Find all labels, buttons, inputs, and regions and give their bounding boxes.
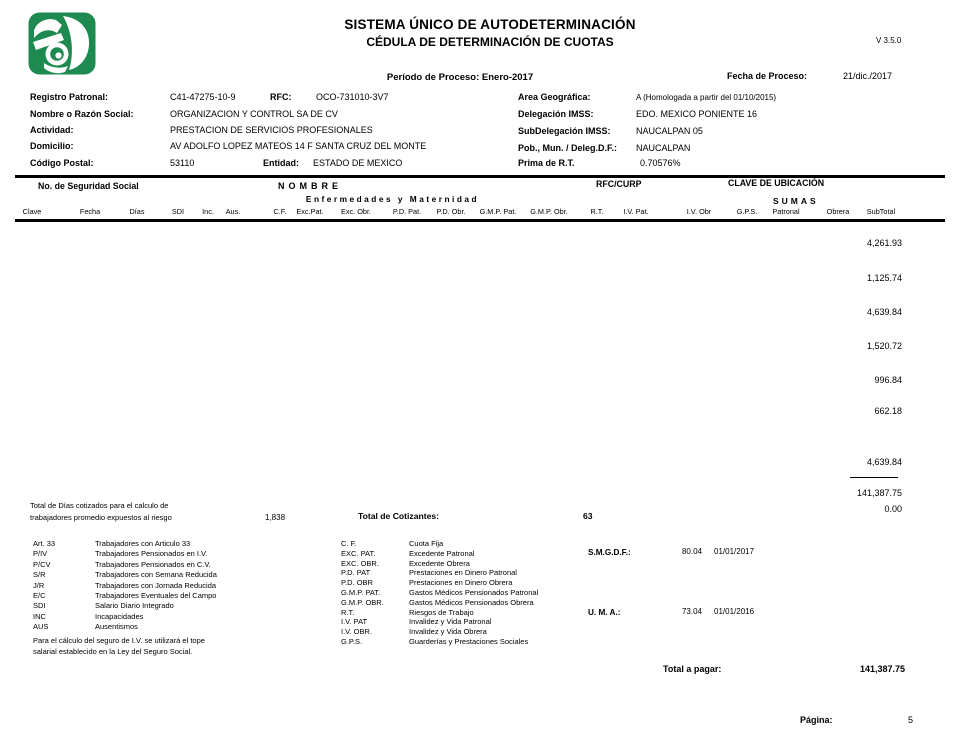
col-inc: Inc. [202, 207, 214, 216]
legend-abbr: G.P.S. [341, 636, 363, 646]
legend-item [33, 601, 217, 611]
col-pd-obr: P.D. Obr. [436, 207, 466, 216]
legend-abbr: J/R [33, 580, 45, 590]
registro-patronal-label: Registro Patronal: [30, 92, 109, 102]
entidad-label: Entidad: [263, 158, 299, 168]
col-gps: G.P.S. [736, 207, 758, 216]
legend-abbr: AUS [33, 622, 49, 632]
legend-item [33, 591, 217, 601]
legend-item [341, 539, 538, 549]
legend-abbr: G.M.P. PAT. [341, 587, 381, 597]
legend-abbr: SDI [33, 601, 46, 611]
legend-abbr: P/CV [33, 559, 51, 569]
col-cf: C.F. [273, 207, 287, 216]
col-group-nombre: NOMBRE [278, 181, 342, 191]
col-group-clave-ubicacion: CLAVE DE UBICACIÓN [728, 178, 825, 188]
smgdf-value: 80.04 [681, 547, 702, 556]
legend-item [341, 598, 538, 608]
subtotal-value: 662.18 [874, 406, 902, 416]
dias-cotizados-line1: Total de Días cotizados para el calculo de [30, 501, 169, 510]
subtotal-sum-rule [850, 477, 898, 478]
subtotal-value: 996.84 [874, 375, 902, 385]
legend-abbr: I.V. PAT [341, 617, 368, 627]
subtotal-grand-total: 141,387.75 [856, 488, 902, 498]
col-patronal: Patronal [772, 207, 800, 216]
col-sdi: SDI [171, 207, 185, 216]
legend-desc: Trabajadores Pensionados en I.V. [95, 549, 208, 559]
legend-item [341, 608, 538, 618]
subtotal-value: 1,520.72 [866, 341, 902, 351]
legend-item [341, 549, 538, 559]
legend-desc: Gastos Médicos Pensionados Patronal [409, 587, 539, 597]
legend-abbr: EXC. OBR. [341, 558, 379, 568]
total-cotizantes-label: Total de Cotizantes: [358, 511, 440, 521]
domicilio-label: Domicilio: [30, 141, 74, 151]
total-a-pagar-value: 141,387.75 [859, 664, 905, 674]
legend-item [33, 622, 217, 632]
col-group-enfermedades-maternidad: Enfermedades y Maternidad [305, 194, 480, 204]
actividad-value: PRESTACION DE SERVICIOS PROFESIONALES [170, 125, 373, 135]
legend-abbr: P.D. OBR [341, 578, 373, 588]
delegacion-value: EDO. MEXICO PONIENTE 16 [636, 109, 758, 119]
legend-item [33, 560, 217, 570]
imss-logo-icon [28, 12, 96, 75]
razon-social-label: Nombre o Razón Social: [30, 109, 134, 119]
pob-mun-value: NAUCALPAN [636, 143, 691, 153]
legend-desc: Trabajadores Eventuales del Campo [95, 590, 217, 600]
domicilio-value: AV ADOLFO LOPEZ MATEOS 14 F SANTA CRUZ DEL MONTE [170, 141, 427, 151]
dias-cotizados-value: 1,838 [265, 513, 286, 522]
periodo-proceso: Período de Proceso: Enero-2017 [386, 72, 534, 83]
total-cotizantes-value: 63 [583, 511, 593, 521]
legend-item [341, 637, 538, 647]
legend-item [341, 627, 538, 637]
legend-desc: Gastos Médicos Pensionados Obrera [409, 597, 534, 607]
iv-note-line2: salarial establecido en la Ley del Seguro Social. [33, 647, 193, 656]
col-exc-obr: Exc. Obr. [340, 207, 372, 216]
prima-rt-value: 0.70576% [640, 158, 681, 168]
legend-item [341, 588, 538, 598]
subdelegacion-label: SubDelegación IMSS: [518, 126, 611, 136]
legend-abbr: P.D. PAT [341, 568, 371, 578]
legend-abbr: R.T. [341, 607, 355, 617]
dias-cotizados-line2: trabajadores promedio expuestos al riesgo [30, 513, 172, 522]
rfc-label: RFC: [270, 92, 292, 102]
col-gmp-pat: G.M.P. Pat. [479, 207, 517, 216]
entidad-value: ESTADO DE MEXICO [313, 158, 403, 168]
uma-date: 01/01/2016 [714, 607, 755, 616]
page-subtitle: CÉDULA DE DETERMINACIÓN DE CUOTAS [366, 35, 614, 49]
legend-abbr: E/C [33, 590, 46, 600]
legend-abbr: Art. 33 [33, 539, 56, 548]
col-fecha: Fecha [79, 207, 101, 216]
legend-item [341, 568, 538, 578]
prima-rt-label: Prima de R.T. [518, 158, 575, 168]
legend-desc: Ausentismos [95, 622, 138, 632]
codigo-postal-value: 53110 [170, 158, 195, 168]
subdelegacion-value: NAUCALPAN 05 [636, 126, 703, 136]
rfc-value: OCO-731010-3V7 [316, 92, 389, 102]
legend-item [33, 570, 217, 580]
col-aus: Aus. [225, 207, 241, 216]
col-iv-obr: I.V. Obr [686, 207, 712, 216]
legend-item [33, 549, 217, 559]
pagina-label: Página: [800, 715, 833, 725]
legend-item [33, 539, 217, 549]
col-gmp-obr: G.M.P. Obr. [530, 207, 568, 216]
legend-desc: Invalidez y Vida Obrera [409, 627, 487, 637]
page-title: SISTEMA ÚNICO DE AUTODETERMINACIÓN [344, 17, 636, 32]
legend-desc: Trabajadores Pensionados en C.V. [95, 559, 211, 569]
delegacion-label: Delegación IMSS: [518, 109, 594, 119]
legend-desc: Incapacidades [95, 611, 144, 621]
col-iv-pat: I.V. Pat. [623, 207, 649, 216]
version-label: V 3.5.0 [876, 36, 902, 45]
legend-desc: Excedente Obrera [409, 558, 470, 568]
legend-abbr: P/IV [33, 549, 48, 559]
legend-desc: Prestaciones en Dinero Patronal [409, 568, 517, 578]
legend-desc: Trabajadores con Jornada Reducida [95, 580, 217, 590]
col-subtotal: SubTotal [866, 207, 896, 216]
legend-desc: Salario Diario Integrado [95, 601, 174, 611]
subtotal-zero: 0.00 [884, 504, 902, 514]
subtotal-column [760, 0, 902, 530]
subtotal-value: 1,125.74 [866, 273, 902, 283]
col-pd-pat: P.D. Pat. [392, 207, 422, 216]
total-a-pagar-label: Total a pagar: [663, 664, 722, 674]
codigo-postal-label: Código Postal: [30, 158, 94, 168]
col-rt: R.T. [590, 207, 604, 216]
legend-abbr: I.V. OBR. [341, 627, 372, 637]
legend-abbr: C. F. [341, 539, 357, 548]
legend-desc: Riesgos de Trabajo [409, 607, 474, 617]
col-obrera: Obrera [826, 207, 850, 216]
uma-value: 73.04 [681, 607, 702, 616]
subtotal-value: 4,639.84 [866, 457, 902, 467]
legend-desc: Trabajadores con Semana Reducida [95, 570, 217, 580]
legend-item [341, 617, 538, 627]
registro-patronal-value: C41-47275-10-9 [170, 92, 236, 102]
area-geografica-label: Area Geográfica: [518, 92, 591, 102]
razon-social-value: ORGANIZACION Y CONTROL SA DE CV [170, 109, 338, 119]
legend-item [33, 581, 217, 591]
legend-desc: Invalidez y Vida Patronal [409, 617, 492, 627]
legend-item [33, 612, 217, 622]
col-exc-pat: Exc.Pat. [296, 207, 324, 216]
area-geografica-value: A (Homologada a partir del 01/10/2015) [636, 93, 777, 102]
uma-label: U. M. A.: [588, 608, 621, 617]
legend-abbr: INC [33, 611, 46, 621]
legend-desc: Guarderías y Prestaciones Sociales [409, 636, 529, 646]
col-group-nss: No. de Seguridad Social [38, 181, 139, 191]
legend-left [33, 539, 217, 633]
col-group-sumas: SUMAS [773, 196, 819, 206]
smgdf-date: 01/01/2017 [714, 547, 755, 556]
legend-item [341, 578, 538, 588]
iv-note-line1: Para el cálculo del seguro de I.V. se utilizará el tope [33, 636, 205, 645]
legend-desc: Excedente Patronal [409, 548, 475, 558]
legend-desc: Prestaciones en Dinero Obrera [409, 578, 513, 588]
legend-abbr: EXC. PAT. [341, 548, 376, 558]
actividad-label: Actividad: [30, 125, 74, 135]
col-clave: Clave [22, 207, 42, 216]
legend-desc: Trabajadores con Articulo 33 [95, 539, 191, 548]
fecha-proceso-value: 21/dic./2017 [843, 71, 893, 81]
legend-abbr: G.M.P. OBR. [341, 597, 384, 607]
pagina-value: 5 [908, 715, 914, 725]
fecha-proceso-label: Fecha de Proceso: [727, 71, 808, 81]
col-dias: Días [129, 207, 145, 216]
subtotal-value: 4,639.84 [866, 307, 902, 317]
pob-mun-label: Pob., Mun. / Deleg.D.F.: [518, 143, 617, 153]
subtotal-value: 4,261.93 [866, 238, 902, 248]
smgdf-label: S.M.G.D.F.: [588, 548, 631, 557]
legend-desc: Cuota Fija [409, 539, 444, 548]
legend-middle [341, 539, 538, 647]
legend-abbr: S/R [33, 570, 46, 580]
legend-item [341, 559, 538, 569]
col-group-rfc-curp: RFC/CURP [596, 179, 642, 189]
